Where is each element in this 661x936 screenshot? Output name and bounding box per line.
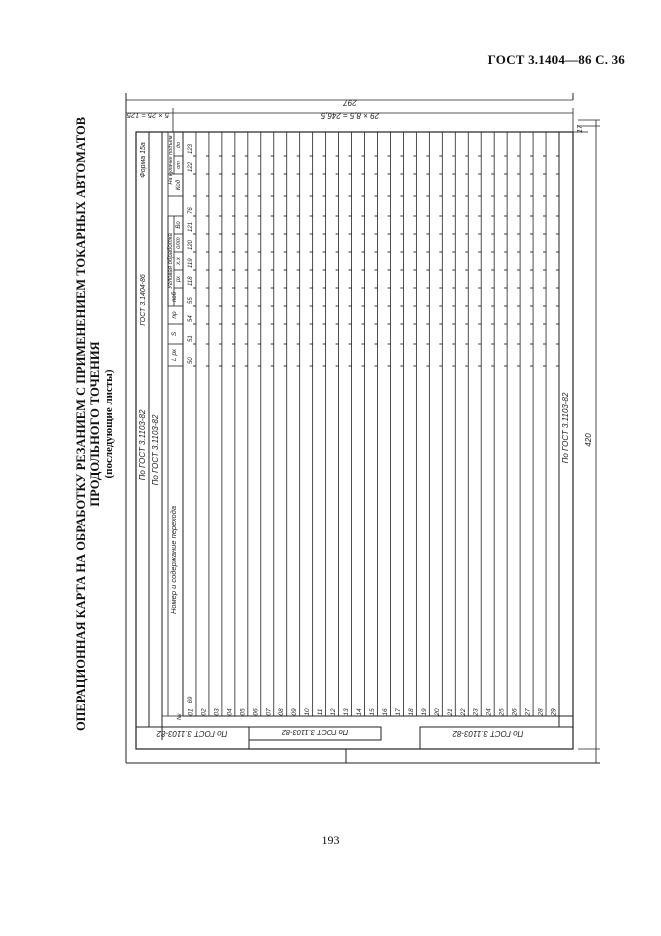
- column-code: 122: [188, 161, 194, 172]
- page-header: ГОСТ 3.1404—86 С. 36: [487, 52, 625, 67]
- row-number: 29: [550, 708, 558, 716]
- dimension-width-label: 297: [343, 98, 357, 107]
- column-code: 55: [188, 297, 194, 304]
- col-s-label: S: [171, 331, 178, 337]
- gost-code-label: ГОСТ 3.1404-86: [140, 274, 147, 326]
- column-code: 51: [188, 335, 194, 342]
- row-number: 20: [433, 708, 441, 716]
- column-code: 50: [188, 357, 194, 364]
- row-number: 09: [291, 708, 299, 716]
- column-code: 54: [188, 315, 194, 322]
- row-number: 22: [459, 708, 467, 716]
- col-ot-label: от: [176, 161, 182, 169]
- column-code: 121: [188, 221, 194, 232]
- row-number: 06: [252, 708, 260, 716]
- col-nob-label: nоб: [172, 291, 178, 303]
- col-content-label: Номер и содержание перехода: [169, 505, 178, 615]
- col-kod-label: Код: [176, 179, 182, 191]
- col-vo-label: Во: [176, 221, 182, 229]
- title-line-2: ПРОДОЛЬНОГО ТОЧЕНИЯ: [88, 341, 102, 507]
- column-code: 119: [188, 258, 194, 268]
- column-code: 118: [188, 276, 194, 286]
- row-number: 23: [472, 708, 480, 716]
- gost-ref-header-1: По ГОСТ 3.1103-82: [138, 409, 147, 481]
- column-code: 120: [188, 239, 194, 250]
- title-line-1: ОПЕРАЦИОННАЯ КАРТА НА ОБРАБОТКУ РЕЗАНИЕМ С ПРИМЕНЕНИЕМ ТОКАРНЫХ АВТОМАТОВ: [74, 116, 88, 732]
- column-code: 76: [188, 207, 194, 214]
- group-cam-label: На кулачке подъём: [168, 135, 174, 185]
- dimension-margin-label: 17: [577, 125, 584, 133]
- row-number: 24: [485, 708, 493, 716]
- dimension-height-label: 420: [584, 433, 593, 447]
- row-number: 19: [420, 708, 428, 716]
- row-number: 14: [356, 708, 364, 716]
- row-number: 25: [498, 708, 506, 716]
- row-number: 08: [278, 708, 286, 716]
- row-number: 17: [394, 708, 402, 716]
- col-xx-label: х.х: [176, 257, 182, 265]
- col-lrx-label: L рх: [171, 349, 178, 361]
- row-number: 03: [213, 708, 221, 716]
- form-label: Форма 15а: [140, 142, 147, 178]
- row-number: 18: [407, 708, 415, 716]
- row-number: 28: [537, 708, 545, 716]
- row-number: 12: [330, 708, 338, 716]
- gost-ref-header-2: По ГОСТ 3.1103-82: [151, 414, 160, 486]
- group-rev-label: Угловая обработка: [168, 233, 174, 289]
- row-number: 04: [226, 708, 234, 716]
- col-opt-label: опт: [176, 237, 182, 249]
- row-number: 27: [524, 708, 532, 716]
- row-number: 05: [239, 708, 247, 716]
- row-number: 26: [511, 708, 519, 716]
- page-number: 193: [321, 833, 340, 847]
- col-np-label: nр: [171, 311, 178, 319]
- gost-ref-right: По ГОСТ 3.1103-82: [561, 392, 570, 464]
- first-row-code: 69: [188, 696, 194, 704]
- column-code: 123: [188, 143, 194, 154]
- row-number: 21: [446, 708, 454, 716]
- row-number: 16: [381, 708, 389, 716]
- row-number: 01: [187, 708, 195, 716]
- row-number: 07: [265, 708, 273, 716]
- row-number: 15: [369, 708, 376, 716]
- col-do-label: до: [176, 141, 182, 149]
- title-line-3: (последующие листы): [103, 369, 115, 479]
- dimension-left-label: 5 × 25 = 125: [126, 111, 170, 120]
- row-number: 13: [343, 708, 351, 716]
- gost-ref-stamp-2: По ГОСТ 3.1103-82: [281, 728, 349, 737]
- gost-ref-stamp-1: По ГОСТ 3.1103-82: [156, 729, 228, 738]
- row-number: 11: [317, 708, 325, 716]
- col-rx-label: рх: [176, 275, 182, 283]
- row-number: 10: [304, 708, 312, 716]
- row-number: 02: [200, 708, 208, 716]
- gost-ref-stamp-3: По ГОСТ 3.1103-82: [452, 729, 524, 738]
- col-number-label: №: [177, 713, 183, 720]
- dimension-grid-label: 29 × 8,5 = 246,5: [320, 111, 380, 120]
